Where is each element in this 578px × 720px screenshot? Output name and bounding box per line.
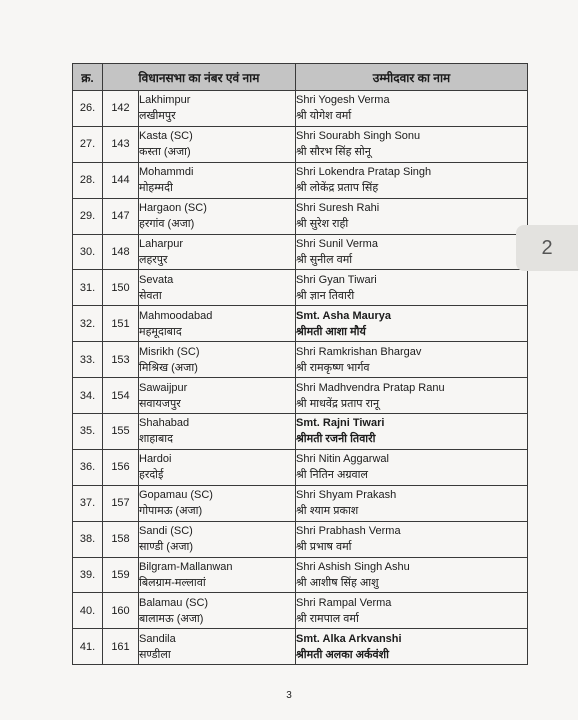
candidate-name bbox=[296, 91, 528, 127]
candidate-name-en: Shri Sunil Verma bbox=[296, 238, 378, 250]
header-constituency: विधानसभा का नंबर एवं नाम bbox=[103, 64, 296, 91]
table-row bbox=[73, 126, 528, 162]
table-row bbox=[73, 414, 528, 450]
constituency-number: 160 bbox=[103, 593, 139, 629]
constituency-name-hi: मिश्रिख (अजा) bbox=[139, 361, 198, 374]
constituency-name-en: Laharpur bbox=[139, 238, 184, 250]
constituency-name bbox=[139, 414, 296, 450]
serial-number: 28. bbox=[73, 162, 103, 198]
candidate-name bbox=[296, 126, 528, 162]
candidate-name-hi: श्री लोकेंद्र प्रताप सिंह bbox=[296, 182, 379, 195]
serial-number: 29. bbox=[73, 198, 103, 234]
page-number: 3 bbox=[286, 690, 292, 701]
table-row bbox=[73, 629, 528, 665]
constituency-number: 148 bbox=[103, 234, 139, 270]
constituency-number: 157 bbox=[103, 485, 139, 521]
candidate-name bbox=[296, 378, 528, 414]
candidate-table bbox=[72, 63, 528, 665]
table-row bbox=[73, 91, 528, 127]
candidate-name-hi: श्री श्याम प्रकाश bbox=[296, 505, 359, 518]
constituency-number: 161 bbox=[103, 629, 139, 665]
candidate-name-en: Shri Sourabh Singh Sonu bbox=[296, 130, 421, 143]
constituency-name-en: Kasta (SC) bbox=[139, 130, 193, 143]
serial-number: 26. bbox=[73, 91, 103, 127]
candidate-name-hi: श्री रामकृष्ण भार्गव bbox=[296, 361, 370, 374]
constituency-name-hi: सवायजपुर bbox=[139, 397, 181, 410]
serial-number: 31. bbox=[73, 270, 103, 306]
serial-number: 41. bbox=[73, 629, 103, 665]
constituency-name-hi: गोपामऊ (अजा) bbox=[139, 505, 203, 518]
page-tab[interactable]: 2 bbox=[516, 225, 578, 271]
candidate-name-hi: श्रीमती आशा मौर्य bbox=[296, 325, 366, 338]
candidate-name-en: Shri Ramkrishan Bhargav bbox=[296, 345, 422, 358]
candidate-name-en: Shri Nitin Aggarwal bbox=[296, 453, 389, 466]
constituency-name-hi: लहरपुर bbox=[139, 254, 168, 266]
candidate-name-hi: श्री ज्ञान तिवारी bbox=[296, 289, 355, 302]
constituency-number: 142 bbox=[103, 91, 139, 127]
candidate-name-en: Smt. Alka Arkvanshi bbox=[296, 632, 402, 645]
constituency-name-en: Sawaijpur bbox=[139, 381, 188, 394]
candidate-name-en: Shri Gyan Tiwari bbox=[296, 273, 377, 286]
constituency-number: 155 bbox=[103, 414, 139, 450]
constituency-name bbox=[139, 234, 296, 270]
constituency-name bbox=[139, 593, 296, 629]
serial-number: 37. bbox=[73, 485, 103, 521]
candidate-name-en: Shri Prabhash Verma bbox=[296, 525, 401, 538]
table-row bbox=[73, 485, 528, 521]
constituency-number: 156 bbox=[103, 449, 139, 485]
constituency-name-en: Hargaon (SC) bbox=[139, 202, 207, 215]
candidate-name-hi: श्रीमती अलका अर्कवंशी bbox=[296, 648, 389, 661]
constituency-name-en: Sevata bbox=[139, 273, 174, 286]
constituency-name bbox=[139, 126, 296, 162]
serial-number: 35. bbox=[73, 414, 103, 450]
candidate-name bbox=[296, 521, 528, 557]
candidate-name-en: Shri Madhvendra Pratap Ranu bbox=[296, 381, 445, 394]
constituency-name-hi: लखीमपुर bbox=[139, 110, 176, 123]
candidate-name-hi: श्री सुनील वर्मा bbox=[296, 254, 353, 266]
candidate-name bbox=[296, 342, 528, 378]
table-row bbox=[73, 162, 528, 198]
constituency-name-hi: सेवता bbox=[139, 289, 162, 302]
serial-number: 39. bbox=[73, 557, 103, 593]
candidate-name bbox=[296, 162, 528, 198]
constituency-name bbox=[139, 162, 296, 198]
table-row bbox=[73, 521, 528, 557]
candidate-name-en: Shri Yogesh Verma bbox=[296, 94, 390, 107]
constituency-name-hi: हरदोई bbox=[139, 469, 164, 482]
candidate-name-hi: श्रीमती रजनी तिवारी bbox=[296, 433, 376, 446]
constituency-number: 143 bbox=[103, 126, 139, 162]
constituency-number: 158 bbox=[103, 521, 139, 557]
constituency-name bbox=[139, 306, 296, 342]
candidate-name bbox=[296, 629, 528, 665]
table-row bbox=[73, 198, 528, 234]
constituency-name bbox=[139, 270, 296, 306]
constituency-name bbox=[139, 521, 296, 557]
constituency-name bbox=[139, 91, 296, 127]
candidate-name-hi: श्री आशीष सिंह आशु bbox=[296, 577, 379, 590]
serial-number: 34. bbox=[73, 378, 103, 414]
candidate-name-en: Smt. Asha Maurya bbox=[296, 309, 391, 322]
constituency-name-en: Sandila bbox=[139, 632, 176, 645]
serial-number: 27. bbox=[73, 126, 103, 162]
serial-number: 32. bbox=[73, 306, 103, 342]
candidate-name-en: Shri Ashish Singh Ashu bbox=[296, 561, 410, 574]
candidate-name-en: Shri Suresh Rahi bbox=[296, 202, 380, 215]
constituency-number: 144 bbox=[103, 162, 139, 198]
candidate-name-hi: श्री माधवेंद्र प्रताप रानू bbox=[296, 397, 380, 410]
constituency-name-hi: बिलग्राम-मल्लावां bbox=[139, 577, 206, 590]
table-row bbox=[73, 449, 528, 485]
constituency-number: 159 bbox=[103, 557, 139, 593]
constituency-name-hi: सण्डीला bbox=[139, 648, 171, 661]
constituency-name-hi: मोहम्मदी bbox=[139, 182, 173, 195]
constituency-name bbox=[139, 198, 296, 234]
serial-number: 38. bbox=[73, 521, 103, 557]
candidate-name bbox=[296, 485, 528, 521]
serial-number: 40. bbox=[73, 593, 103, 629]
constituency-name bbox=[139, 485, 296, 521]
constituency-name-en: Misrikh (SC) bbox=[139, 345, 200, 358]
candidate-name bbox=[296, 557, 528, 593]
serial-number: 30. bbox=[73, 234, 103, 270]
constituency-name-en: Balamau (SC) bbox=[139, 596, 209, 609]
constituency-name-hi: शाहाबाद bbox=[139, 433, 173, 446]
serial-number: 33. bbox=[73, 342, 103, 378]
table-row bbox=[73, 270, 528, 306]
table-header bbox=[73, 64, 528, 91]
constituency-name bbox=[139, 629, 296, 665]
header-candidate: उम्मीदवार का नाम bbox=[296, 64, 528, 91]
constituency-number: 151 bbox=[103, 306, 139, 342]
constituency-name-en: Mohammdi bbox=[139, 166, 194, 179]
constituency-name-hi: साण्डी (अजा) bbox=[139, 541, 194, 554]
candidate-name bbox=[296, 198, 528, 234]
table-row bbox=[73, 593, 528, 629]
header-serial: क्र. bbox=[73, 64, 103, 91]
candidate-name-hi: श्री रामपाल वर्मा bbox=[296, 612, 359, 625]
constituency-name bbox=[139, 378, 296, 414]
constituency-name-en: Bilgram-Mallanwan bbox=[139, 561, 233, 574]
constituency-name-hi: हरगांव (अजा) bbox=[139, 218, 195, 231]
candidate-name-en: Shri Rampal Verma bbox=[296, 596, 392, 609]
constituency-name-hi: बालामऊ (अजा) bbox=[139, 612, 204, 625]
constituency-number: 154 bbox=[103, 378, 139, 414]
candidate-name-en: Shri Lokendra Pratap Singh bbox=[296, 166, 432, 179]
constituency-name bbox=[139, 557, 296, 593]
candidate-name bbox=[296, 593, 528, 629]
constituency-number: 153 bbox=[103, 342, 139, 378]
constituency-name-en: Hardoi bbox=[139, 453, 172, 466]
table-row bbox=[73, 378, 528, 414]
candidate-name bbox=[296, 449, 528, 485]
candidate-name-en: Smt. Rajni Tiwari bbox=[296, 417, 385, 430]
constituency-name bbox=[139, 342, 296, 378]
constituency-name-hi: महमूदाबाद bbox=[139, 325, 182, 338]
candidate-name-hi: श्री सुरेश राही bbox=[296, 218, 349, 231]
candidate-name bbox=[296, 414, 528, 450]
constituency-number: 150 bbox=[103, 270, 139, 306]
constituency-name-hi: कस्ता (अजा) bbox=[139, 146, 191, 159]
constituency-name bbox=[139, 449, 296, 485]
candidate-name bbox=[296, 270, 528, 306]
table-row bbox=[73, 306, 528, 342]
candidate-name-en: Shri Shyam Prakash bbox=[296, 489, 397, 502]
candidate-name-hi: श्री योगेश वर्मा bbox=[296, 110, 352, 123]
constituency-name-en: Lakhimpur bbox=[139, 94, 191, 107]
table-row bbox=[73, 342, 528, 378]
table-row bbox=[73, 234, 528, 270]
constituency-name-en: Gopamau (SC) bbox=[139, 489, 213, 502]
constituency-name-en: Shahabad bbox=[139, 417, 190, 430]
candidate-name bbox=[296, 306, 528, 342]
constituency-name-en: Sandi (SC) bbox=[139, 525, 193, 538]
table-row bbox=[73, 557, 528, 593]
candidate-name-hi: श्री नितिन अग्रवाल bbox=[296, 469, 368, 482]
candidate-name-hi: श्री प्रभाष वर्मा bbox=[296, 541, 352, 554]
candidate-name-hi: श्री सौरभ सिंह सोनू bbox=[296, 146, 371, 159]
constituency-number: 147 bbox=[103, 198, 139, 234]
candidate-name bbox=[296, 234, 528, 270]
constituency-name-en: Mahmoodabad bbox=[139, 309, 213, 322]
serial-number: 36. bbox=[73, 449, 103, 485]
